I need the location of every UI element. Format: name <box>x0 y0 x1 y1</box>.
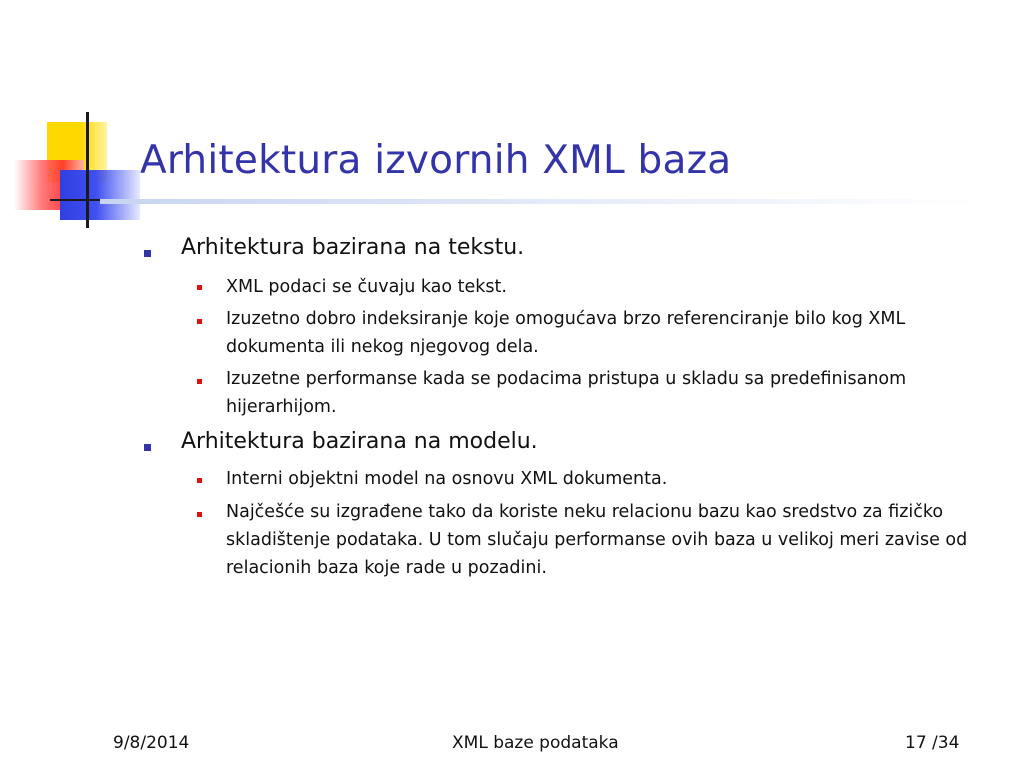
list-item: Najčešće su izgrađene tako da koriste neku relacionu bazu kao sredstvo za fizičko skladištenje podataka. U tom slučaju performanse ovih baza u velikoj meri zavise od relacionih baza koje rade u pozadini. <box>226 502 968 578</box>
footer-title: XML baze podataka <box>452 733 619 753</box>
bullet-level2-icon <box>197 478 202 483</box>
bullet-level2-icon <box>197 285 202 290</box>
list-item: Izuzetno dobro indeksiranje koje omogućava brzo referenciranje bilo kog XML dokumenta ili nekog njegovog dela. <box>226 309 906 357</box>
bullet-level2-icon <box>197 379 202 384</box>
section-heading: Arhitektura bazirana na modelu. <box>181 429 538 454</box>
list-item: Interni objektni model na osnovu XML dokumenta. <box>226 469 668 489</box>
bullet-level2-icon <box>197 319 202 324</box>
footer-page-number: 17 /34 <box>905 733 960 753</box>
footer-date: 9/8/2014 <box>113 733 190 753</box>
bullet-level1-icon <box>144 250 151 257</box>
list-item: Izuzetne performanse kada se podacima pristupa u skladu sa predefinisanom hijerarhijom. <box>226 369 907 417</box>
bullet-level1-icon <box>144 444 151 451</box>
section-heading: Arhitektura bazirana na tekstu. <box>181 235 525 260</box>
decorative-blue-square <box>60 170 140 220</box>
slide-title: Arhitektura izvornih XML baza <box>140 138 732 183</box>
decorative-vertical-line <box>86 112 89 228</box>
title-underline <box>100 199 980 204</box>
list-item: XML podaci se čuvaju kao tekst. <box>226 277 507 297</box>
bullet-level2-icon <box>197 512 202 517</box>
